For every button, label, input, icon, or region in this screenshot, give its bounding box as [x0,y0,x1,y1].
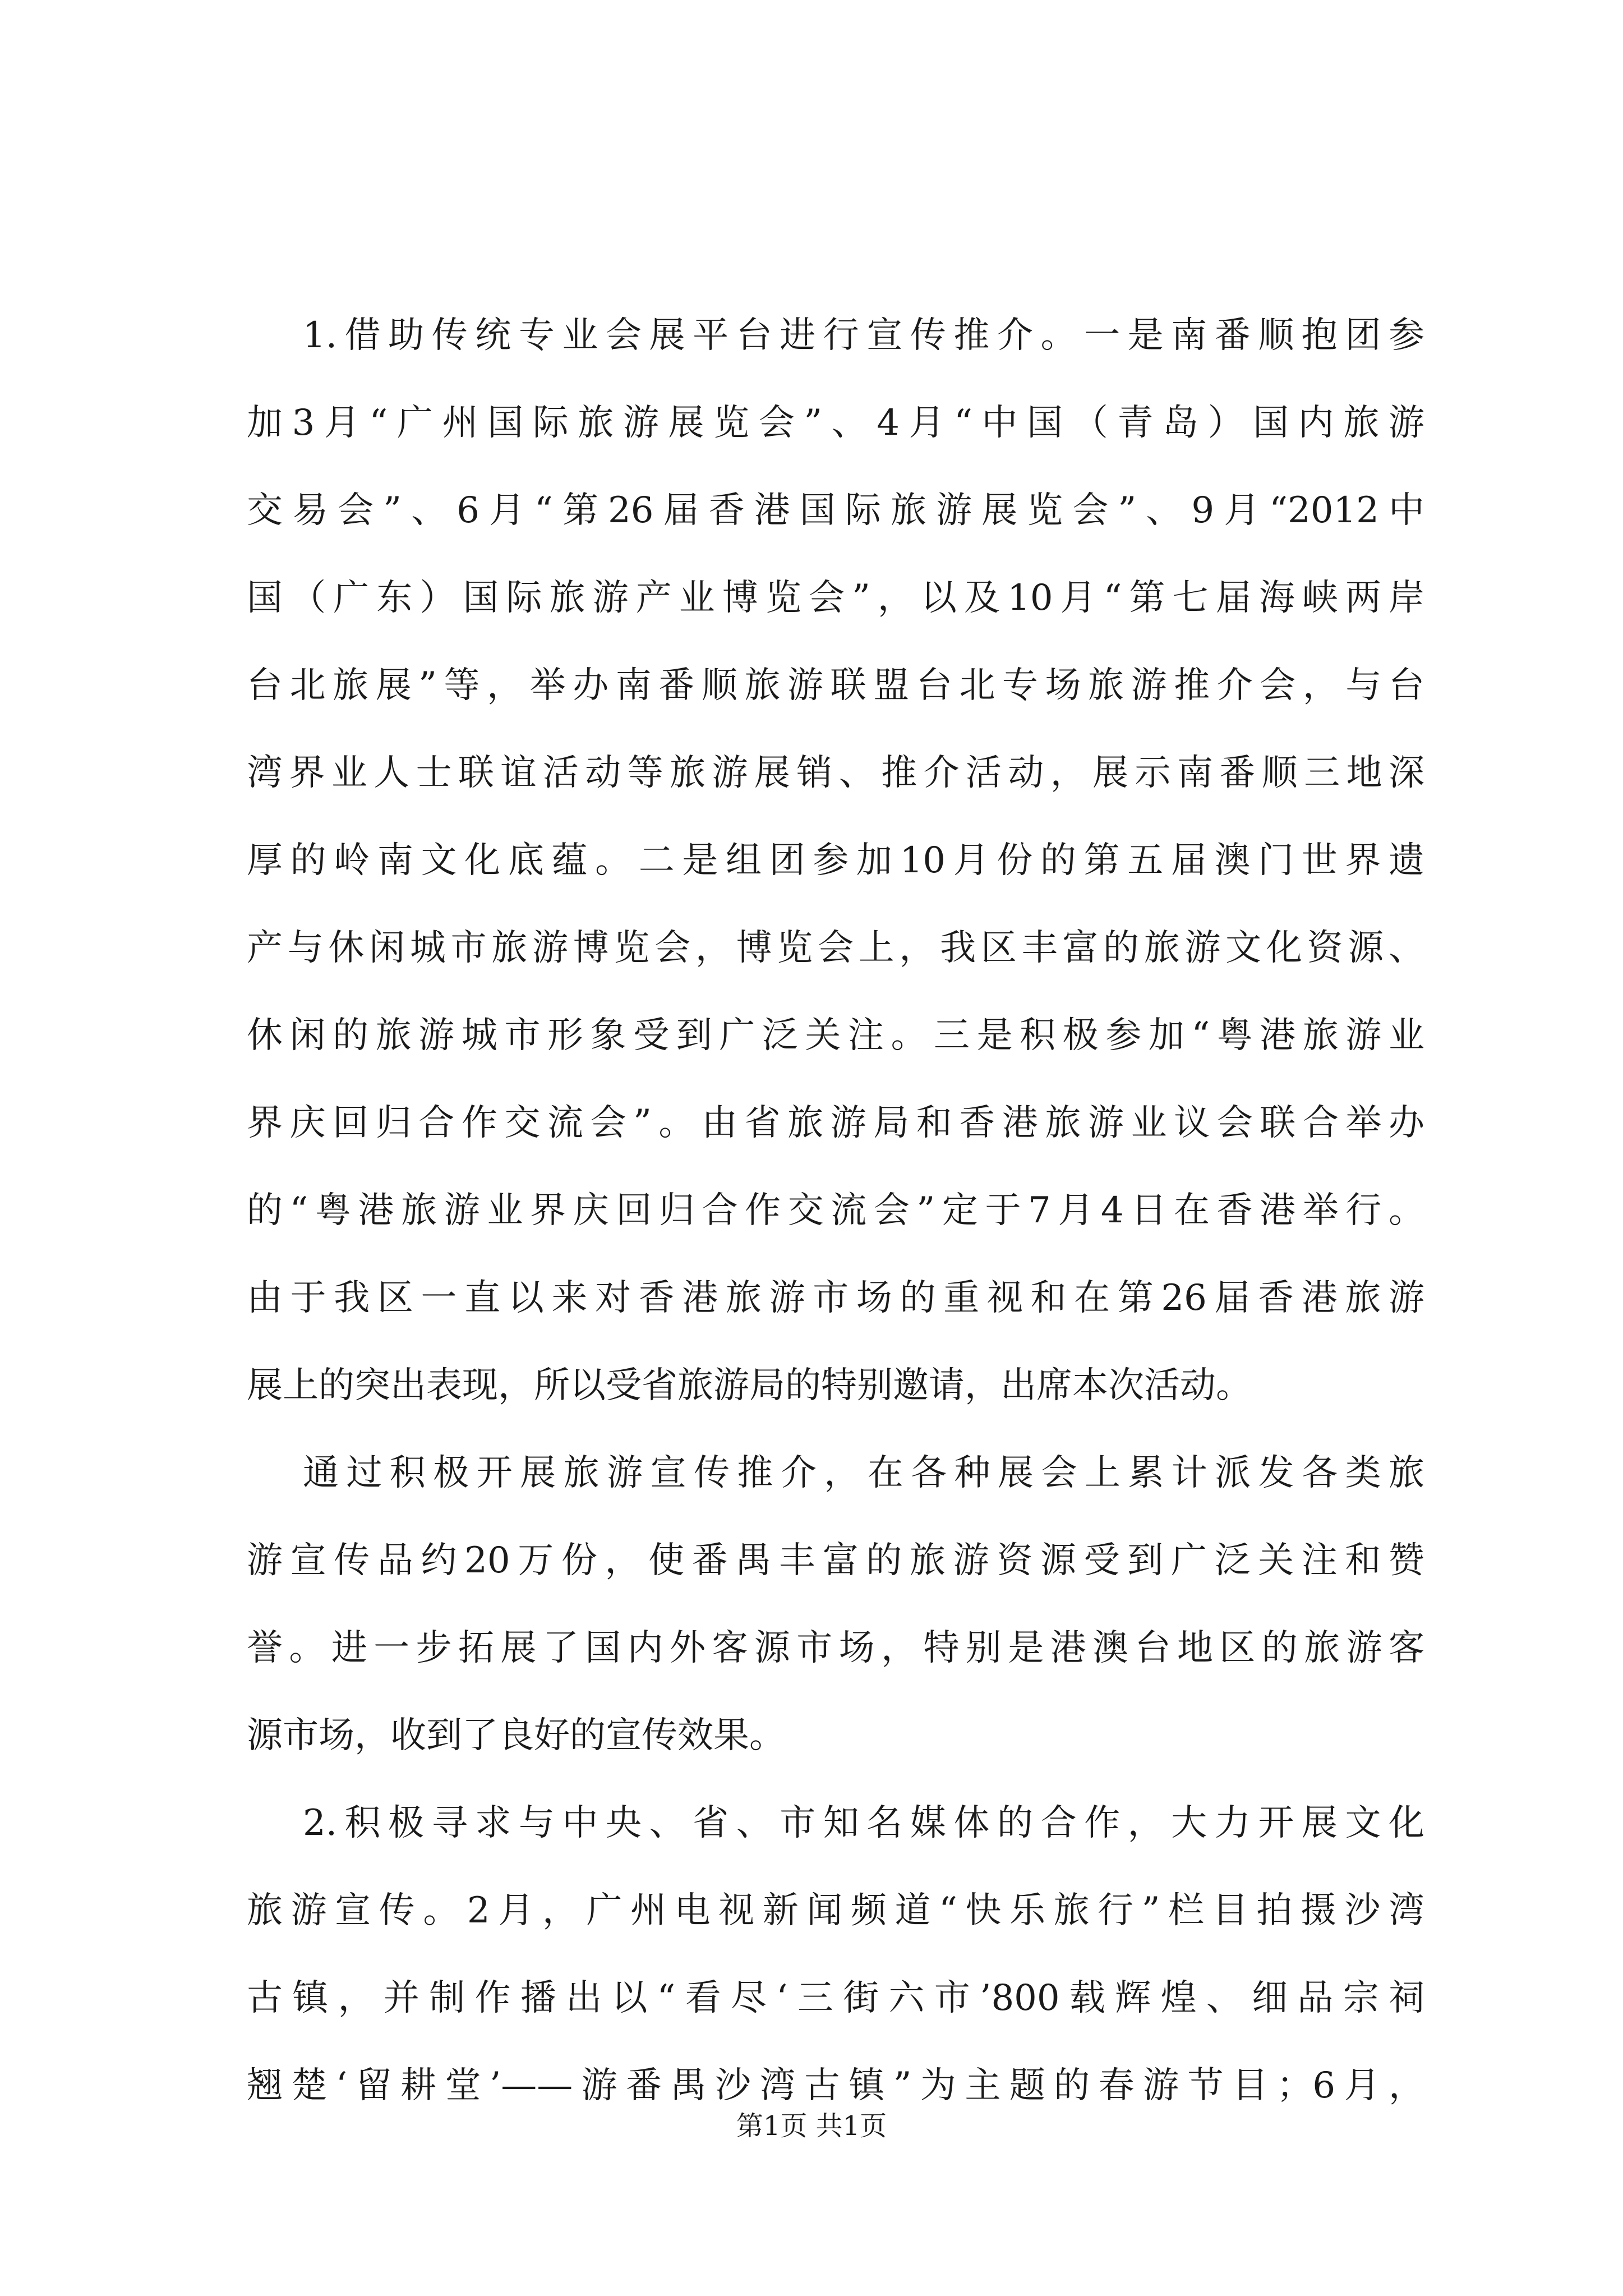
text-line: 的“粤港旅游业界庆回归合作交流会”定于7月4日在香港举行。 [247,1190,1424,1231]
paragraph-3 [247,1779,1424,2129]
text-line: 游宣传品约20万份，使番禺丰富的旅游资源受到广泛关注和赞 [247,1540,1424,1581]
paragraph-2 [247,1429,1424,1779]
text-line: 由于我区一直以来对香港旅游市场的重视和在第26届香港旅游 [247,1277,1424,1319]
text-line: 国（广东）国际旅游产业博览会”，以及10月“第七届海峡两岸 [247,577,1424,619]
text-line: 通过积极开展旅游宣传推介，在各种展会上累计派发各类旅 [303,1452,1424,1494]
text-line: 加3月“广州国际旅游展览会”、4月“中国（青岛）国内旅游 [247,402,1424,444]
document-body [247,292,1424,2129]
text-line: 休闲的旅游城市形象受到广泛关注。三是积极参加“粤港旅游业 [247,1015,1424,1056]
text-line: 厚的岭南文化底蕴。二是组团参加10月份的第五届澳门世界遗 [247,840,1424,881]
text-line: 界庆回归合作交流会”。由省旅游局和香港旅游业议会联合举办 [247,1102,1424,1144]
text-line: 产与休闲城市旅游博览会，博览会上，我区丰富的旅游文化资源、 [247,927,1424,969]
text-line: 誉。进一步拓展了国内外客源市场，特别是港澳台地区的旅游客 [247,1627,1424,1669]
text-line: 2.积极寻求与中央、省、市知名媒体的合作，大力开展文化 [303,1802,1424,1844]
text-line: 翘楚‘留耕堂’——游番禺沙湾古镇”为主题的春游节目；6月， [247,2065,1424,2106]
paragraph-1 [247,292,1424,1429]
text-line: 展上的突出表现，所以受省旅游局的特别邀请，出席本次活动。 [247,1365,1252,1406]
page-number-footer: 第1页 共1页 [736,2110,887,2142]
text-line: 台北旅展”等，举办南番顺旅游联盟台北专场旅游推介会，与台 [247,665,1424,706]
text-line: 1.借助传统专业会展平台进行宣传推介。一是南番顺抱团参 [303,315,1424,356]
text-line: 古镇，并制作播出以“看尽‘三街六市’800载辉煌、细品宗祠 [247,1977,1424,2019]
text-line: 旅游宣传。2月，广州电视新闻频道“快乐旅行”栏目拍摄沙湾 [247,1890,1424,1931]
text-line: 湾界业人士联谊活动等旅游展销、推介活动，展示南番顺三地深 [247,752,1424,794]
text-line: 源市场，收到了良好的宣传效果。 [247,1715,785,1756]
text-line: 交易会”、6月“第26届香港国际旅游展览会”、9月“2012中 [247,490,1424,531]
